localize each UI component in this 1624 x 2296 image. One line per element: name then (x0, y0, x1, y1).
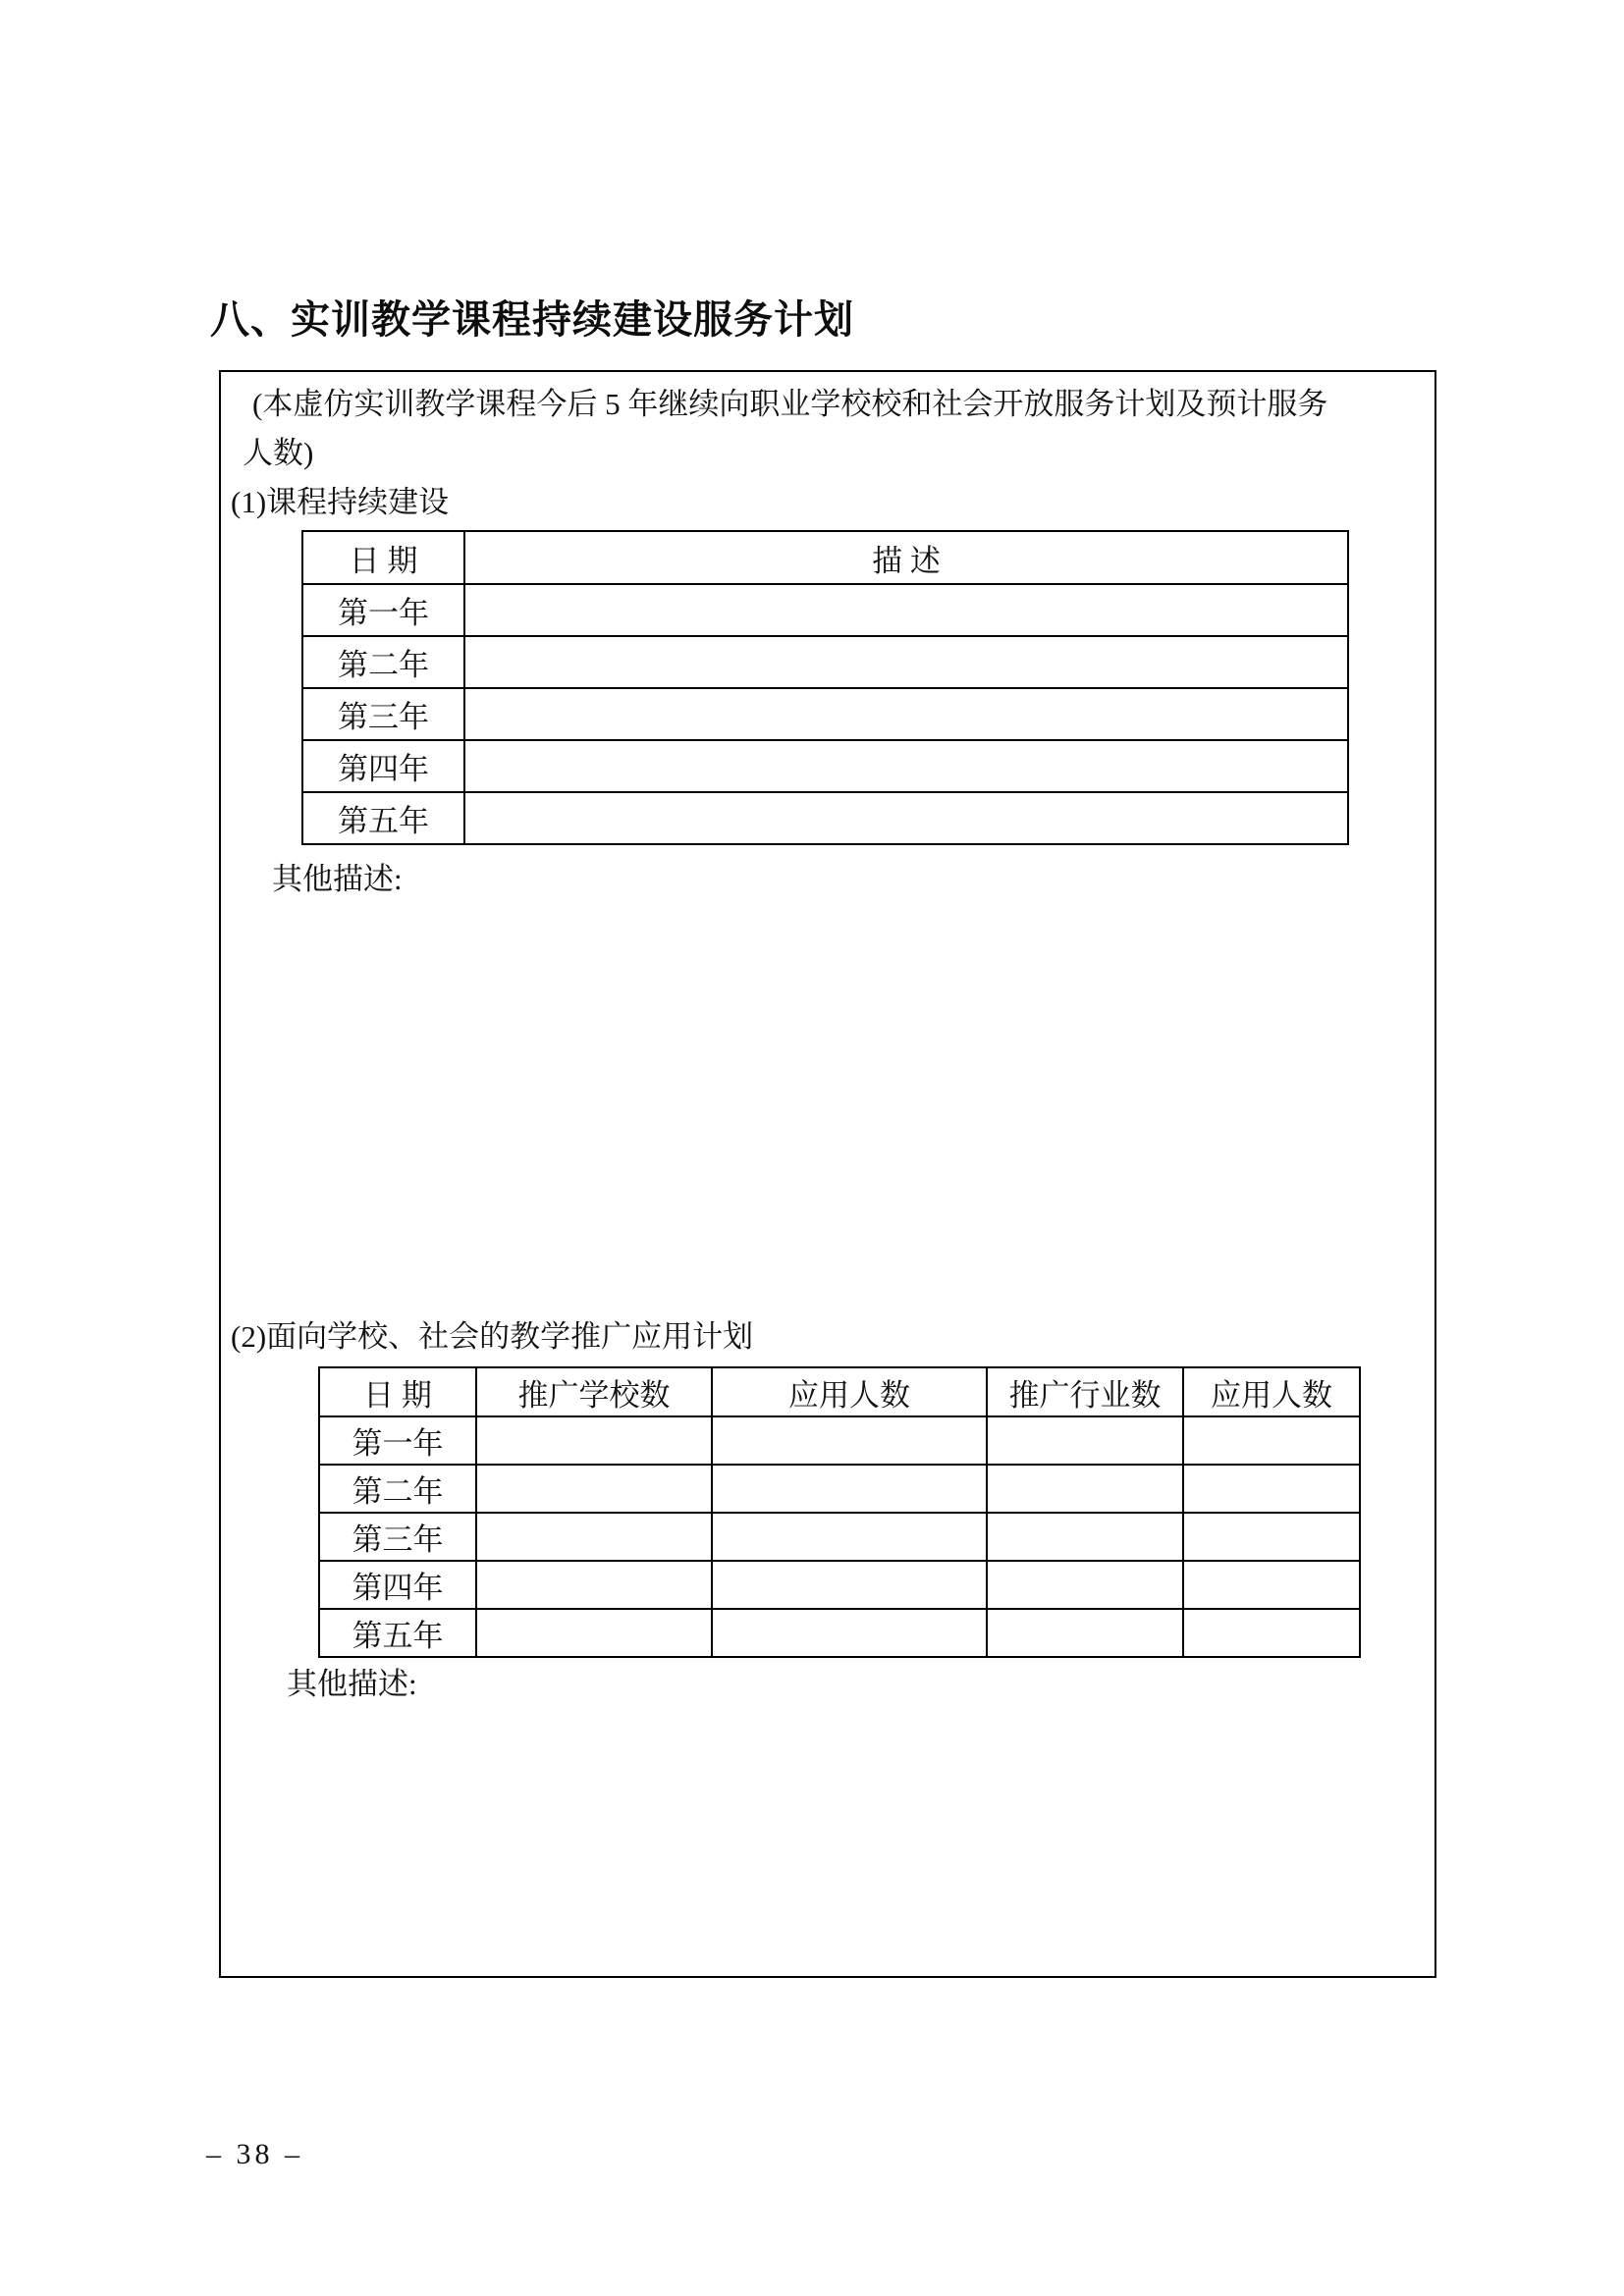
column-header: 推广学校数 (476, 1367, 712, 1416)
empty-cell (476, 1609, 712, 1657)
intro-line-2: 人数) (243, 436, 314, 470)
table-row (319, 1561, 1360, 1609)
empty-cell (1183, 1513, 1360, 1561)
row-label: 第一年 (319, 1416, 476, 1465)
empty-cell (464, 792, 1348, 844)
section1-title: (1)课程持续建设 (231, 485, 450, 519)
empty-cell (987, 1465, 1183, 1513)
row-label: 第三年 (302, 688, 464, 740)
empty-cell (1183, 1465, 1360, 1513)
column-header: 推广行业数 (987, 1367, 1183, 1416)
empty-cell (1183, 1416, 1360, 1465)
empty-cell (476, 1513, 712, 1561)
section1-other-description-label: 其他描述: (272, 862, 403, 896)
section2-other-description-label: 其他描述: (287, 1667, 417, 1701)
page-number: – 38 – (206, 2138, 303, 2170)
row-label: 第四年 (319, 1561, 476, 1609)
table-row (302, 688, 1348, 740)
empty-cell (476, 1561, 712, 1609)
empty-cell (464, 636, 1348, 688)
row-label: 第二年 (302, 636, 464, 688)
row-label: 第五年 (319, 1609, 476, 1657)
intro-paragraph (243, 380, 1411, 478)
table-row (319, 1609, 1360, 1657)
empty-cell (1183, 1561, 1360, 1609)
empty-cell (464, 740, 1348, 792)
empty-cell (987, 1416, 1183, 1465)
content-panel (219, 370, 1436, 1978)
empty-cell (464, 688, 1348, 740)
header-row (319, 1367, 1360, 1416)
column-header: 应用人数 (1183, 1367, 1360, 1416)
column-header: 应用人数 (712, 1367, 987, 1416)
table-row (302, 584, 1348, 636)
empty-cell (712, 1513, 987, 1561)
table-row (319, 1465, 1360, 1513)
header-row (302, 531, 1348, 584)
table-row (302, 740, 1348, 792)
row-label: 第三年 (319, 1513, 476, 1561)
empty-cell (1183, 1609, 1360, 1657)
section2-title: (2)面向学校、社会的教学推广应用计划 (231, 1319, 754, 1354)
empty-cell (464, 584, 1348, 636)
empty-cell (476, 1416, 712, 1465)
empty-cell (987, 1561, 1183, 1609)
empty-cell (987, 1609, 1183, 1657)
empty-cell (476, 1465, 712, 1513)
column-header: 日 期 (319, 1367, 476, 1416)
empty-cell (712, 1416, 987, 1465)
row-label: 第二年 (319, 1465, 476, 1513)
row-label: 第五年 (302, 792, 464, 844)
promotion-plan-table (318, 1366, 1361, 1658)
course-construction-table (301, 530, 1349, 845)
table-row (319, 1513, 1360, 1561)
intro-line-1: (本虚仿实训教学课程今后 5 年继续向职业学校校和社会开放服务计划及预计服务 (252, 387, 1328, 421)
empty-cell (712, 1465, 987, 1513)
column-header: 描 述 (464, 531, 1348, 584)
row-label: 第四年 (302, 740, 464, 792)
row-label: 第一年 (302, 584, 464, 636)
column-header: 日 期 (302, 531, 464, 584)
table-row (302, 636, 1348, 688)
empty-cell (712, 1561, 987, 1609)
page-title: 八、实训教学课程持续建设服务计划 (210, 298, 854, 342)
table-row (319, 1416, 1360, 1465)
empty-cell (987, 1513, 1183, 1561)
empty-cell (712, 1609, 987, 1657)
table-row (302, 792, 1348, 844)
